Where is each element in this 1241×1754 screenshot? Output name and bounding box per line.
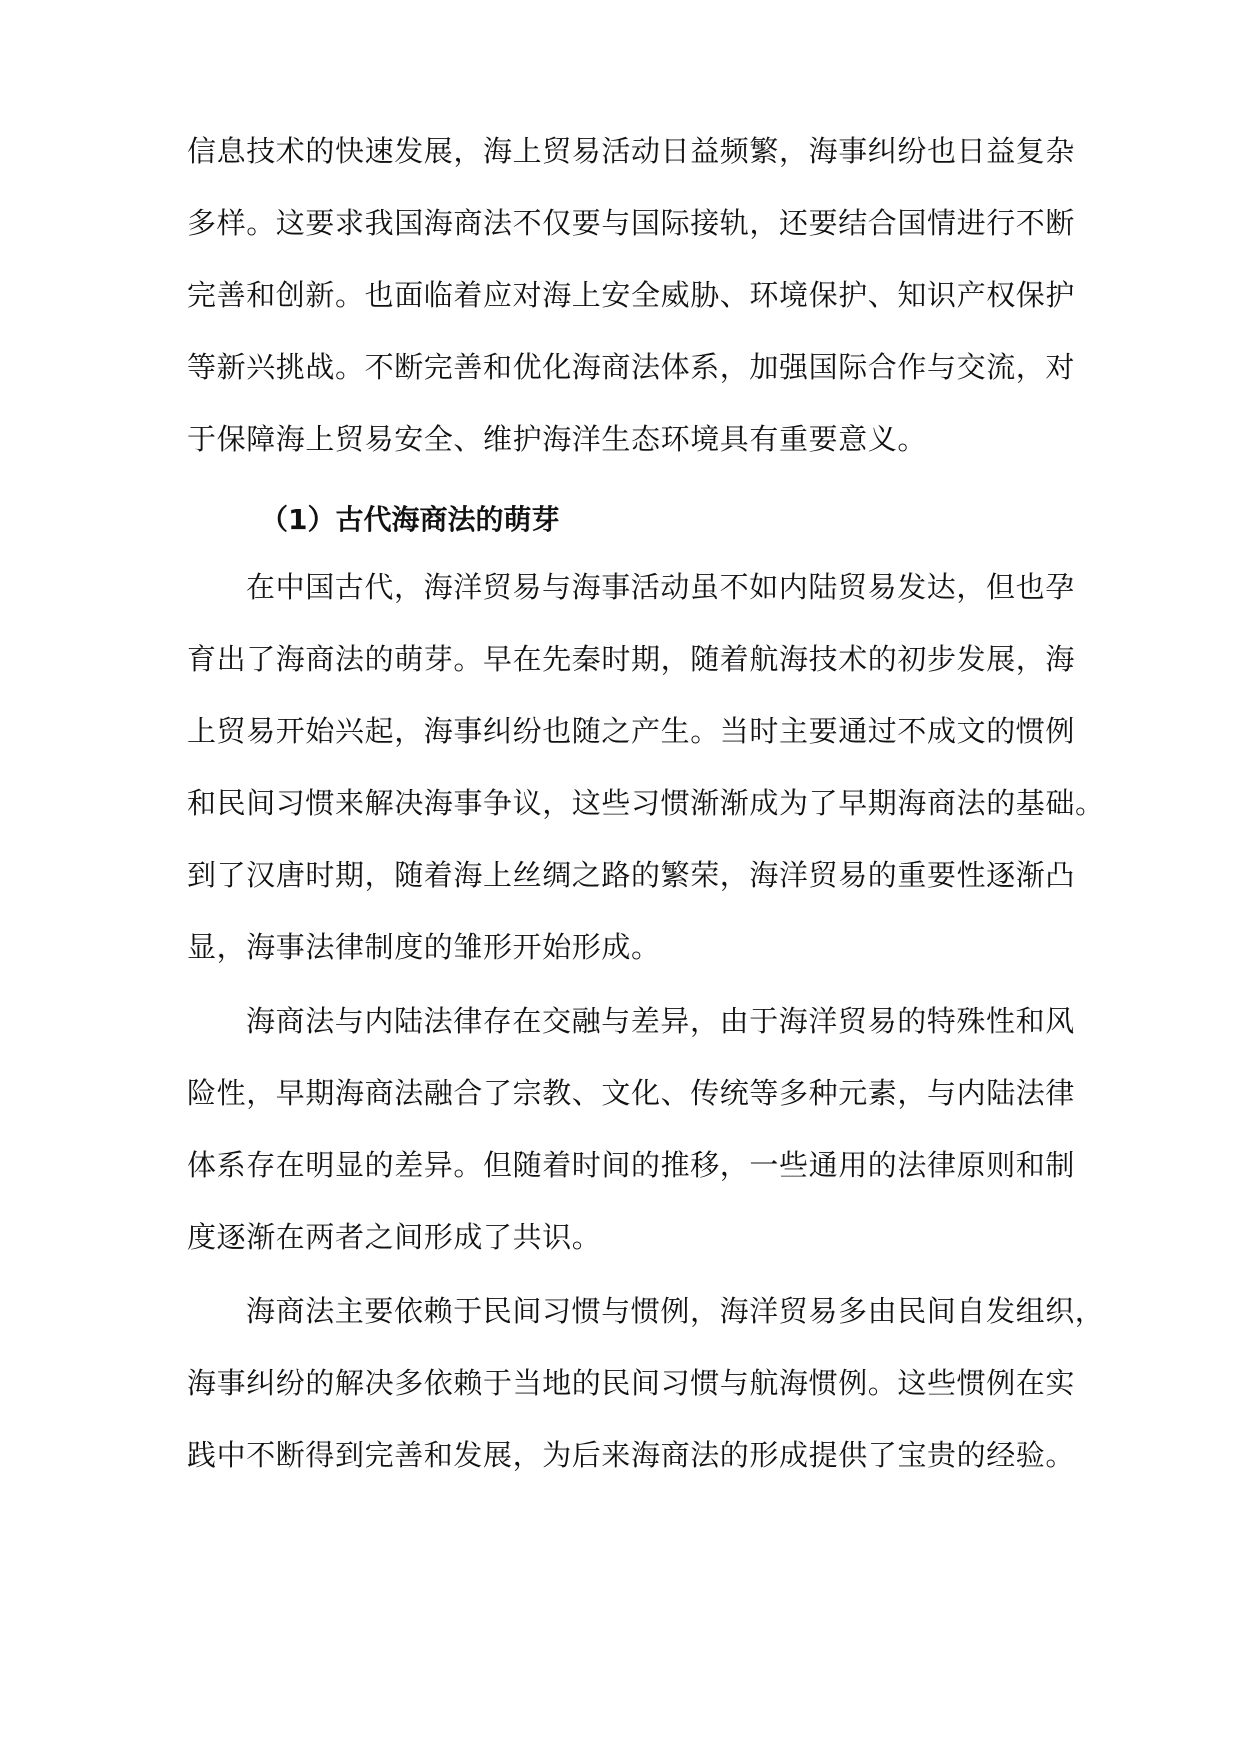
paragraph-3-line-1: 海商法主要依赖于民间习惯与惯例，海洋贸易多由民间自发组织， — [246, 1294, 1105, 1328]
paragraph-1-line-5: 到了汉唐时期，随着海上丝绸之路的繁荣，海洋贸易的重要性逐渐凸 — [187, 858, 1076, 892]
paragraph-1-line-2: 育出了海商法的萌芽。早在先秦时期，随着航海技术的初步发展，海 — [187, 642, 1076, 676]
intro-line-2: 多样。这要求我国海商法不仅要与国际接轨，还要结合国情进行不断 — [187, 206, 1076, 240]
intro-line-5: 于保障海上贸易安全、维护海洋生态环境具有重要意义。 — [187, 422, 928, 456]
section-heading: （1）古代海商法的萌芽 — [260, 503, 560, 536]
paragraph-2-line-2: 险性，早期海商法融合了宗教、文化、传统等多种元素，与内陆法律 — [187, 1076, 1076, 1110]
paragraph-1-line-6: 显，海事法律制度的雏形开始形成。 — [187, 930, 661, 964]
paragraph-3-line-3: 践中不断得到完善和发展，为后来海商法的形成提供了宝贵的经验。 — [187, 1438, 1076, 1472]
paragraph-2-line-4: 度逐渐在两者之间形成了共识。 — [187, 1220, 602, 1254]
paragraph-1-line-3: 上贸易开始兴起，海事纠纷也随之产生。当时主要通过不成文的惯例 — [187, 714, 1076, 748]
intro-line-3: 完善和创新。也面临着应对海上安全威胁、环境保护、知识产权保护 — [187, 278, 1076, 312]
paragraph-2-line-1: 海商法与内陆法律存在交融与差异，由于海洋贸易的特殊性和风 — [246, 1004, 1075, 1038]
paragraph-2-line-3: 体系存在明显的差异。但随着时间的推移，一些通用的法律原则和制 — [187, 1148, 1076, 1182]
intro-line-4: 等新兴挑战。不断完善和优化海商法体系，加强国际合作与交流，对 — [187, 350, 1076, 384]
paragraph-1-line-4: 和民间习惯来解决海事争议，这些习惯渐渐成为了早期海商法的基础。 — [187, 786, 1105, 820]
paragraph-3-line-2: 海事纠纷的解决多依赖于当地的民间习惯与航海惯例。这些惯例在实 — [187, 1366, 1076, 1400]
paragraph-1-line-1: 在中国古代，海洋贸易与海事活动虽不如内陆贸易发达，但也孕 — [246, 570, 1075, 604]
intro-line-1: 信息技术的快速发展，海上贸易活动日益频繁，海事纠纷也日益复杂 — [187, 134, 1076, 168]
